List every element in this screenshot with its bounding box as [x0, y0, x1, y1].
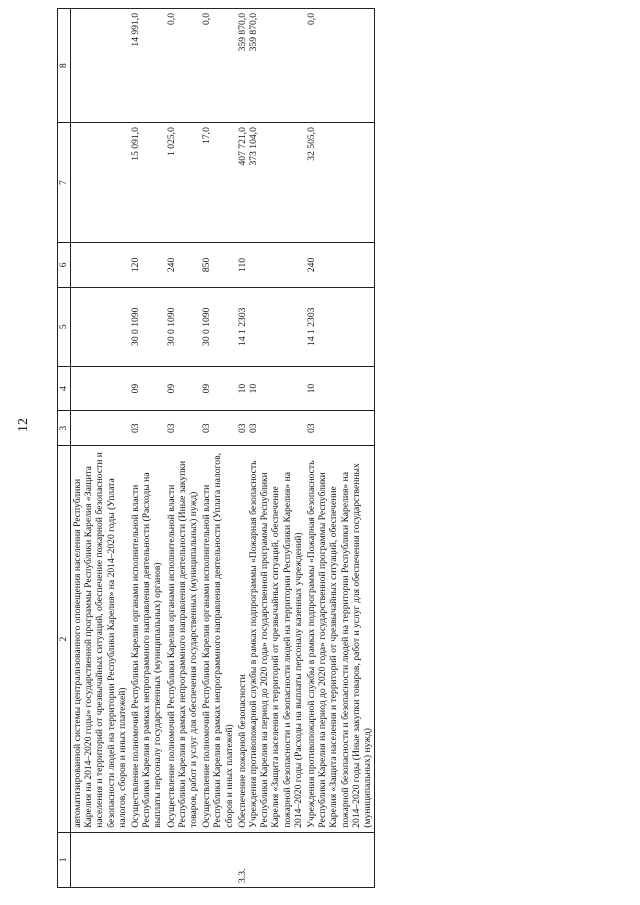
- subsection-code-cell: [200, 366, 236, 410]
- amount-cell: [129, 123, 165, 243]
- column-header: 2: [58, 446, 71, 833]
- row-name-text: Учреждения противопожарной службы в рамках подпрограммы «Пожарная безопасность Республики Карелия на период до 2020 года» государственной программы Республики Карелия «Защита населения и территорий от чрезвычайных ситуаций, обеспечение пожарной безопасности и безопасности людей на территории Республики Карелия» на 2014–2020 годы (Иные закупки товаров, работ и услуг для обеспечения государственных (муниципальных) нужд): [306, 460, 374, 828]
- page-number: 12: [16, 418, 31, 432]
- column-header: 5: [58, 287, 71, 366]
- target-article-cell: 30 0 1090: [129, 287, 165, 366]
- amount-cell-value: 32 505,0: [306, 127, 318, 161]
- amount-cell-alt: [236, 9, 305, 123]
- subsection-code-cell-value: 09: [165, 383, 177, 394]
- section-code-cell-value: 03: [165, 423, 177, 433]
- amount-cell-alt-value: 0,0: [201, 13, 213, 25]
- amount-cell: [236, 123, 305, 243]
- subsection-code-cell: [71, 366, 130, 410]
- column-header: 6: [58, 243, 71, 287]
- table-row: [236, 9, 305, 888]
- section-code-cell-value: 03: [306, 423, 318, 433]
- amount-cell-value: 407 721,0: [236, 127, 248, 166]
- section-code-cell-value: 03: [130, 423, 142, 433]
- column-header: 8: [58, 9, 71, 123]
- subsection-code-cell-value: 09: [130, 383, 142, 394]
- section-code-cell: [165, 411, 201, 446]
- subsection-code-cell-value: 10: [248, 383, 260, 394]
- amount-cell-value: 17,0: [201, 127, 213, 144]
- subsection-code-cell-value: 10: [236, 383, 248, 394]
- column-header: 7: [58, 123, 71, 243]
- amount-cell-alt: [71, 9, 130, 123]
- rotated-table-container: [57, 8, 592, 888]
- row-number-cell: 3.3.: [236, 832, 305, 887]
- column-header: 1: [58, 832, 71, 887]
- row-number-cell: [200, 832, 236, 887]
- row-name-cell: [305, 446, 375, 833]
- table-header-row: [58, 9, 71, 888]
- row-name-text: Осуществление полномочий Республики Карелия органами исполнительной власти Республики Карелия в рамках непрограммного направления деятельности (Иные закупки товаров, работ и услуг для обеспечения государственных (муниципальных) нужд): [165, 460, 200, 828]
- amount-cell-value: 15 091,0: [130, 127, 142, 161]
- row-name-cell: [165, 446, 201, 833]
- table-body: [71, 9, 375, 888]
- section-code-cell-value: 03: [248, 423, 260, 433]
- table-row: [71, 9, 130, 888]
- section-code-cell: [305, 411, 375, 446]
- table-row: [165, 9, 201, 888]
- row-name-cell: [236, 446, 305, 833]
- amount-cell-alt-value: 14 991,0: [130, 13, 142, 47]
- target-article-cell: 30 0 1090: [165, 287, 201, 366]
- row-number-cell: [71, 832, 130, 887]
- subsection-code-cell: [305, 366, 375, 410]
- target-article-cell: [71, 287, 130, 366]
- row-name-cell: [200, 446, 236, 833]
- amount-cell-alt: [165, 9, 201, 123]
- amount-cell-value: 1 025,0: [165, 127, 177, 156]
- table-row: [129, 9, 165, 888]
- section-code-cell: [236, 411, 305, 446]
- row-name-text: Осуществление полномочий Республики Карелия органами исполнительной власти Республики Карелия в рамках непрограммного направления деятельности (Расходы на выплаты персоналу государственных (муниципальных) органов): [130, 472, 164, 828]
- column-header: 3: [58, 411, 71, 446]
- row-name-text: Учреждения противопожарной службы в рамках подпрограммы «Пожарная безопасность Республики Карелия на период до 2020 года» государственной программы Республики Карелия «Защита населения и территорий от чрезвычайных ситуаций, обеспечение пожарной безопасности и безопасности людей на территории Республики Карелия» на 2014–2020 годы (Расходы на выплаты персоналу казенных учреждений): [248, 460, 304, 828]
- amount-cell-alt-value: 0,0: [165, 13, 177, 25]
- section-code-cell-value: 03: [236, 423, 248, 433]
- column-header: 4: [58, 366, 71, 410]
- amount-cell: [165, 123, 201, 243]
- row-name-cell: [129, 446, 165, 833]
- subsection-code-cell-value: 10: [306, 383, 318, 394]
- target-article-cell: 14 1 2303: [236, 287, 305, 366]
- expense-type-cell: 850: [200, 243, 236, 287]
- expense-type-cell: 240: [305, 243, 375, 287]
- amount-cell-alt: [305, 9, 375, 123]
- table-row: [305, 9, 375, 888]
- amount-cell-alt: [200, 9, 236, 123]
- amount-cell: [71, 123, 130, 243]
- amount-cell-alt-value: 359 870,0: [248, 13, 260, 52]
- expense-type-cell: [71, 243, 130, 287]
- amount-cell: [305, 123, 375, 243]
- subsection-code-cell: [236, 366, 305, 410]
- budget-table: [57, 8, 375, 888]
- section-code-cell-value: 03: [201, 423, 213, 433]
- row-number-cell: [165, 832, 201, 887]
- row-name-text: автоматизированной системы централизованного оповещения населения Республики Карелия на 2014–2020 годы» государственной программы Республики Карелия «Защита населения и территорий от чрезвычайных ситуаций, обеспечение пожарной безопасности и безопасности людей на территории Республики Карелия» на 2014–2020 годы (Уплата налогов, сборов и иных платежей): [72, 452, 128, 828]
- expense-type-cell: 240: [165, 243, 201, 287]
- subsection-code-cell: [165, 366, 201, 410]
- row-name-cell: [71, 446, 130, 833]
- expense-type-cell: 110: [236, 243, 305, 287]
- section-code-cell: [129, 411, 165, 446]
- amount-cell-value: 373 104,0: [248, 127, 260, 166]
- section-code-cell: [71, 411, 130, 446]
- expense-type-cell: 120: [129, 243, 165, 287]
- row-number-cell: [305, 832, 375, 887]
- subsection-code-cell: [129, 366, 165, 410]
- target-article-cell: 14 1 2303: [305, 287, 375, 366]
- row-name-text: Осуществление полномочий Республики Карелия органами исполнительной власти Республики Карелия в рамках непрограммного направления деятельности (Уплата налогов, сборов и иных платежей): [201, 452, 235, 828]
- subsection-code-cell-value: 09: [201, 383, 213, 394]
- amount-cell: [200, 123, 236, 243]
- target-article-cell: 30 0 1090: [200, 287, 236, 366]
- row-name-text: Обеспечение пожарной безопасности: [236, 674, 248, 828]
- section-code-cell: [200, 411, 236, 446]
- amount-cell-alt-value: 0,0: [306, 13, 318, 25]
- row-number-cell: [129, 832, 165, 887]
- amount-cell-alt-value: 359 870,0: [236, 13, 248, 52]
- table-row: [200, 9, 236, 888]
- amount-cell-alt: [129, 9, 165, 123]
